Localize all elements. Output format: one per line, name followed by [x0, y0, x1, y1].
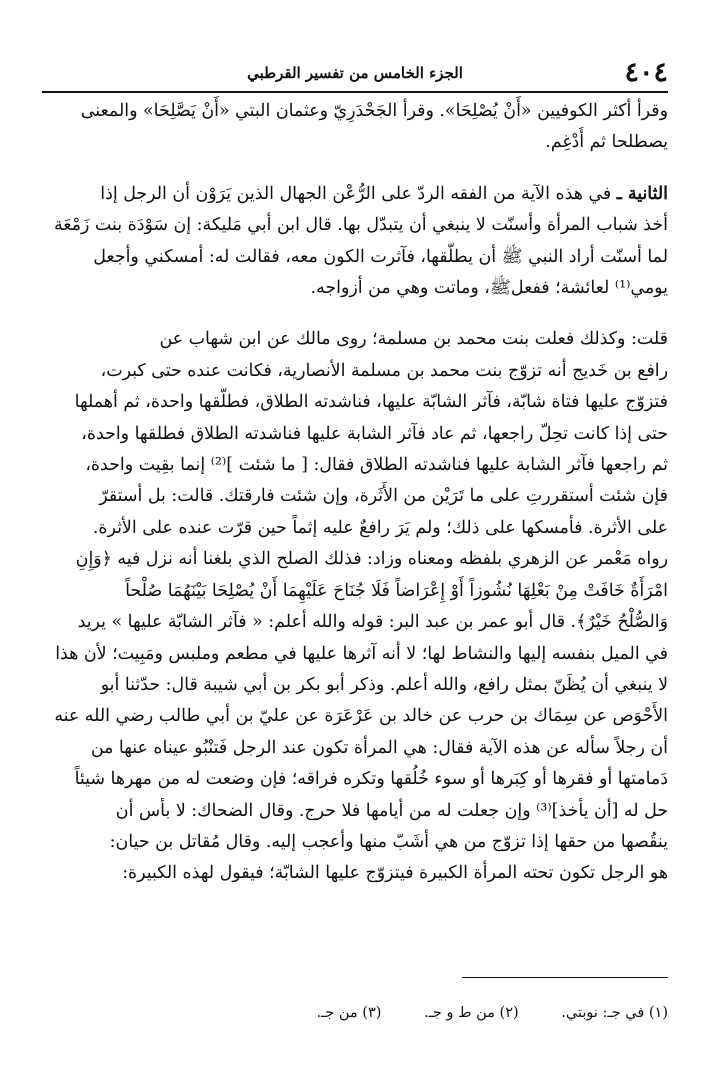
text-line-content: في هذه الآية من الفقه الردّ على الرُّعْن الجهال الذين يَرَوْن أن الرجل إذا: [100, 183, 612, 204]
text-line: دَمامتها أو فقرها أو كِبَرها أو سوء خُلُقها وتكره فراقه؛ فإن وضعت له من مهرها شيئاً: [74, 769, 668, 790]
footnote-divider: [462, 977, 668, 978]
footnote-3: [316, 1002, 381, 1024]
text-line: أن رجلاً سأله عن هذه الآية فقال: هي المرأة تكون عند الرجل فَتنْبُو عيناه عنها من: [90, 737, 668, 758]
footnote-2: [424, 1002, 519, 1024]
text-line: حتى إذا كانت تحِلّ راجعها، ثم عاد فآثر الشابة عليها فناشدته الطلاق فطلقها واحدة،: [81, 423, 668, 444]
footnote-number: (١): [648, 1005, 668, 1021]
text-line: رافع بن خَديج أنه تزوّج بنت محمد بن مسلمة الأنصارية، فكانت عنده حتى كبرت،: [100, 360, 668, 381]
running-title: الجزء الخامس من تفسير القرطبي: [247, 64, 463, 82]
text-line: أخذ شباب المرأة وأسنّت لا ينبغي أن يتبدّل بها. قال ابن أبي مَليكة: إن سَوْدَة بنت زَمْعَة: [53, 215, 668, 236]
footnote-text: من ط و جـ.: [424, 1005, 495, 1021]
text-line: حل له [أن يأخذ]⁽³⁾ وإن جعلت له من أيامها فلا حرج. وقال الضحاك: لا بأس أن: [115, 800, 668, 821]
text-line: قلت: وكذلك فعلت بنت محمد بن مسلمة؛ روى مالك عن ابن شهاب عن: [159, 329, 668, 350]
text-line: ثم راجعها فآثر الشابة عليها فناشدته الطلاق فقال: [ ما شئت ]⁽²⁾ إنما بقِيت واحدة،: [85, 455, 668, 476]
footnote-text: في جـ: نوبتي.: [561, 1005, 645, 1021]
text-line: ينقُصها من حقها إذا تزوّج من هي أشَبّ منها وأعجب إليه. وقال مُقاتل بن حيان:: [109, 831, 668, 852]
text-line: [44, 179, 668, 210]
text-line: لما أسنّت أراد النبي ﷺ أن يطلّقها، فآثرت الكون معه، فقالت له: أمسكني وأجعل: [93, 246, 668, 267]
footnotes: [44, 1002, 668, 1024]
text-line: لا ينبغي أن يُظَنّ بمثل رافع، والله أعلم. وذكر أبو بكر بن أبي شيبة قال: حدّثنا أبو: [100, 674, 668, 695]
text-line: في الميل بنفسه إليها والنشاط لها؛ لا أنه آثرها عليها في مطعم وملبس ومَبِيت؛ لأن هذا: [55, 643, 668, 664]
section-lead: الثانية ـ: [616, 183, 668, 204]
text-line: فإن شئت أستقررتِ على ما تَرَيْن من الأَثَرة، وإن شئت فارقتك. قالت: بل أستقرّ: [99, 486, 668, 507]
text-line: يومي⁽¹⁾ لعائشة؛ ففعلﷺ، وماتت وهي من أزواجه.: [310, 278, 668, 299]
text-line: وَالصُّلْحُ خَيْرٌ﴾. قال أبو عمر بن عبد البر: قوله والله أعلم: « فآثر الشابّة عليها » يريد: [77, 612, 668, 633]
footnote-1: [561, 1002, 668, 1024]
text-line: فتزوّج عليها فتاة شابّة، فآثر الشابّة عليها، فناشدته الطلاق، فطلّقها واحدة، ثم أهملها: [74, 392, 668, 413]
text-line: هو الرجل تكون تحته المرأة الكبيرة فيتزوّج عليها الشابّة؛ فيقول لهذه الكبيرة:: [122, 863, 668, 884]
footnote-number: (٣): [362, 1005, 382, 1021]
page-header: [42, 55, 668, 93]
body-text: [44, 96, 668, 890]
text-line: الأَحْوَص عن سِمَاك بن حرب عن خالد بن عَرْعَرَة عن عليّ بن أبي طالب رضي الله عنه: [54, 706, 668, 727]
footnote-text: من جـ.: [316, 1005, 358, 1021]
text-line: وقرأ أكثر الكوفيين «أَنْ يُصْلِحَا». وقرأ الجَحْدَرِيّ وعثمان البتي «أَنْ يَصَّلِحَا» والمعنى: [80, 101, 668, 121]
page-number: ٤٠٤: [624, 57, 668, 88]
footnote-number: (٢): [499, 1005, 519, 1021]
text-line: رواه مَعْمر عن الزهري بلفظه ومعناه وزاد: فذلك الصلح الذي بلغنا أنه نزل فيه ﴿وَإِنِ: [75, 549, 668, 570]
text-line: يصطلحا ثم أُدْغِم.: [545, 132, 668, 153]
text-line: على الأثرة. فأمسكها على ذلك؛ ولم يَرَ رافعٌ عليه إثماً حين قرّت عنده على الأثرة.: [92, 517, 668, 538]
text-line: امْرَأَةٌ خَافَتْ مِنْ بَعْلِهَا نُشُوزاً أَوْ إِعْرَاضاً فَلَا جُنَاحَ عَلَيْهِمَا أَنْ يُصْلِحَا بَيْنَهُمَا صُلْحاً: [125, 580, 668, 601]
